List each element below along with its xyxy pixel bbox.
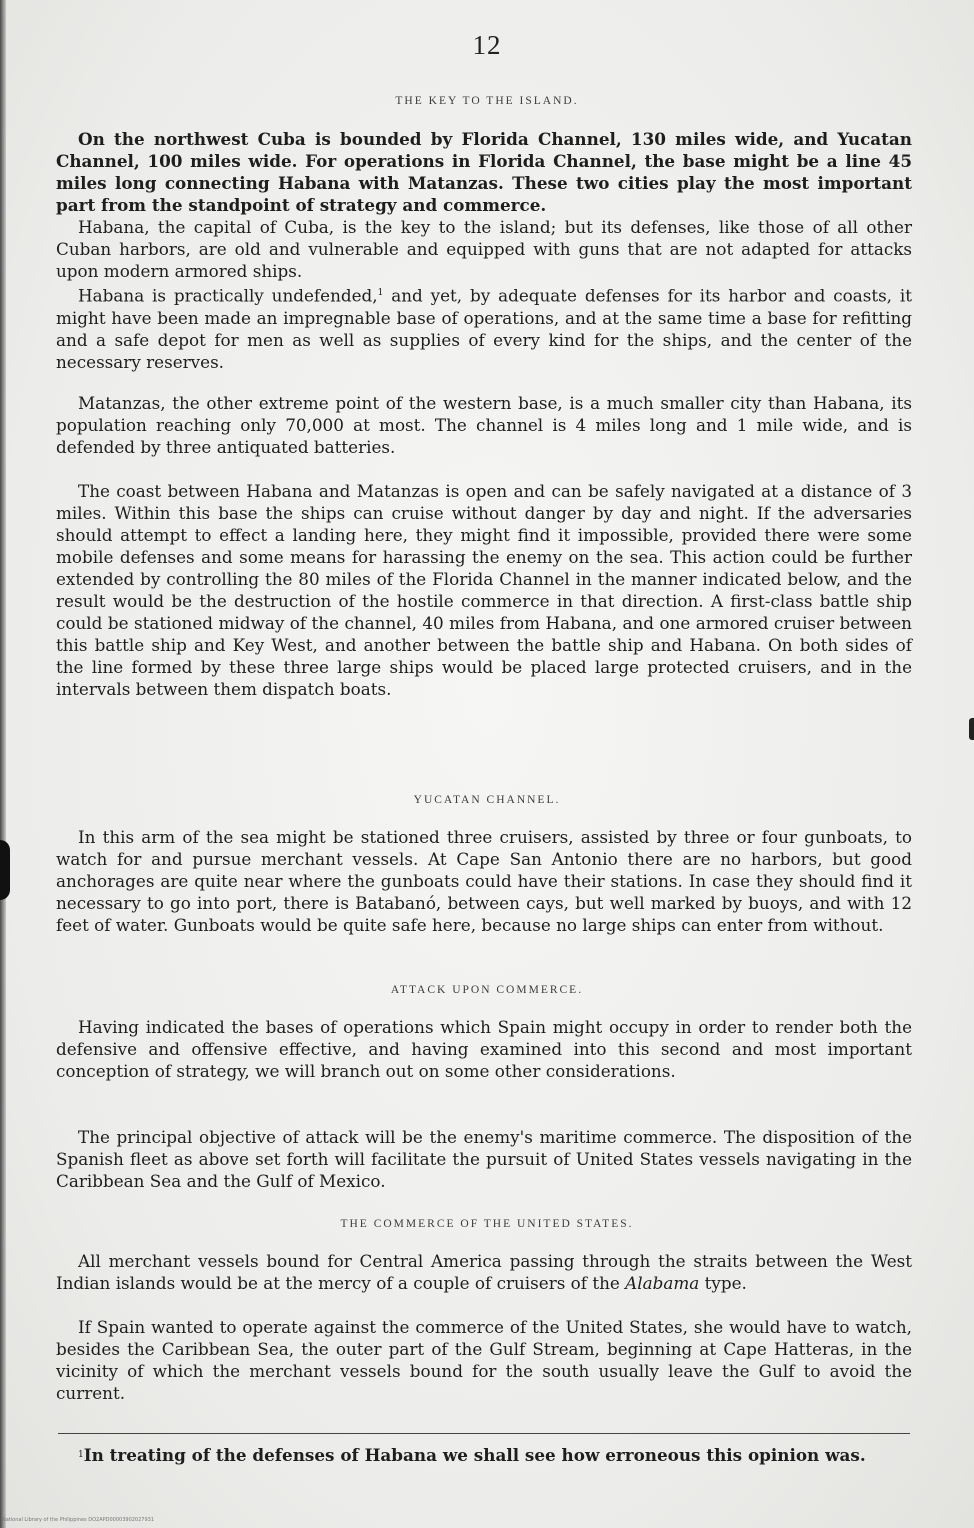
library-credit: National Library of the Philippines DO2APD00003902027931 [2,1517,155,1523]
paragraph-principal-objective: The principal objective of attack will be the enemy's maritime commerce. The disposition of the Spanish fleet as above set forth will facilitate the pursuit of United States vessels navigating in the Caribbean Sea and the Gulf of Mexico. [56,1127,912,1191]
paragraph-yucatan: In this arm of the sea might be stationed three cruisers, assisted by three or four gunboats, to watch for and pursue merchant vessels. At Cape San Antonio there are no harbors, but good anchorages are quite near where the gunboats could have their stations. In case they should find it necessary to go into port, there is Batabanó, between cays, but well marked by buoys, and with 12 feet of water. Gunboats would be quite safe here, because no large ships can enter from without. [56,827,912,935]
paragraph-habana-undefended-start: Habana is practically undefended, [78,285,378,306]
paragraph-northwest-cuba: On the northwest Cuba is bounded by Florida Channel, 130 miles wide, and Yucatan Channel, 100 miles wide. For operations in Florida Channel, the base might be a line 45 miles long connecting Habana with Matanzas. These two cities play the most important part from the standpoint of strategy and commerce. [56,129,912,215]
binding-notch [0,840,10,900]
heading-attack-upon-commerce: ATTACK UPON COMMERCE. [390,984,584,996]
scan-edge-left [0,0,6,1528]
footnote-marker: 1 [78,1450,84,1460]
footnote [56,1444,912,1467]
footnote-divider [58,1433,910,1434]
paragraph-merchant-vessels-end: type. [699,1273,747,1293]
scan-edge-right-mark [969,718,974,740]
heading-yucatan-channel: YUCATAN CHANNEL. [413,794,561,806]
paragraph-matanzas: Matanzas, the other extreme point of the western base, is a much smaller city than Habana, its population reaching only 70,000 at most. The channel is 4 miles long and 1 mile wide, and is defended by three antiquated batteries. [56,393,912,457]
footnote-reference: 1 [377,288,384,298]
paragraph-merchant-vessels-start: All merchant vessels bound for Central America passing through the straits between the West Indian islands would be at the mercy of a couple of cruisers of the [56,1251,912,1293]
heading-key-to-island: THE KEY TO THE ISLAND. [395,95,579,107]
ship-name-alabama: Alabama [625,1273,700,1293]
paragraph-spain-operate: If Spain wanted to operate against the commerce of the United States, she would have to watch, besides the Caribbean Sea, the outer part of the Gulf Stream, beginning at Cape Hatteras, in the vicinity of which the merchant vessels bound for the south usually leave the Gulf to avoid the current. [56,1317,912,1403]
paragraph-habana-undefended [56,282,912,373]
paragraph-habana-undefended-rest: and yet, by adequate defenses for its harbor and coasts, it might have been made an impregnable base of operations, and at the same time a base for refitting and a safe depot for men as well as supplies of every kind for the ships, and the center of the necessary reserves. [56,285,912,372]
paragraph-merchant-vessels [56,1250,912,1294]
paragraph-bases-indicated: Having indicated the bases of operations which Spain might occupy in order to render both the defensive and offensive effective, and having examined into this second and most important conception of strategy, we will branch out on some other considerations. [56,1017,912,1081]
page-number: 12 [472,30,502,60]
footnote-text: In treating of the defenses of Habana we shall see how erroneous this opinion was. [83,1445,866,1465]
paragraph-habana-capital: Habana, the capital of Cuba, is the key to the island; but its defenses, like those of all other Cuban harbors, are old and vulnerable and equipped with guns that are not adapted for attacks upon modern armored ships. [56,217,912,281]
paragraph-coast-between: The coast between Habana and Matanzas is open and can be safely navigated at a distance of 3 miles. Within this base the ships can cruise without danger by day and night. If the adversaries should attempt to effect a landing here, they might find it impossible, provided there were some mobile defenses and some means for harassing the enemy on the sea. This action could be further extended by controlling the 80 miles of the Florida Channel in the manner indicated below, and the result would be the destruction of the hostile commerce in that direction. A first-class battle ship could be stationed midway of the channel, 40 miles from Habana, and one armored cruiser between this battle ship and Key West, and another between the battle ship and Habana. On both sides of the line formed by these three large ships would be placed large protected cruisers, and in the intervals between them dispatch boats. [56,481,912,699]
heading-commerce-united-states: THE COMMERCE OF THE UNITED STATES. [340,1218,634,1230]
